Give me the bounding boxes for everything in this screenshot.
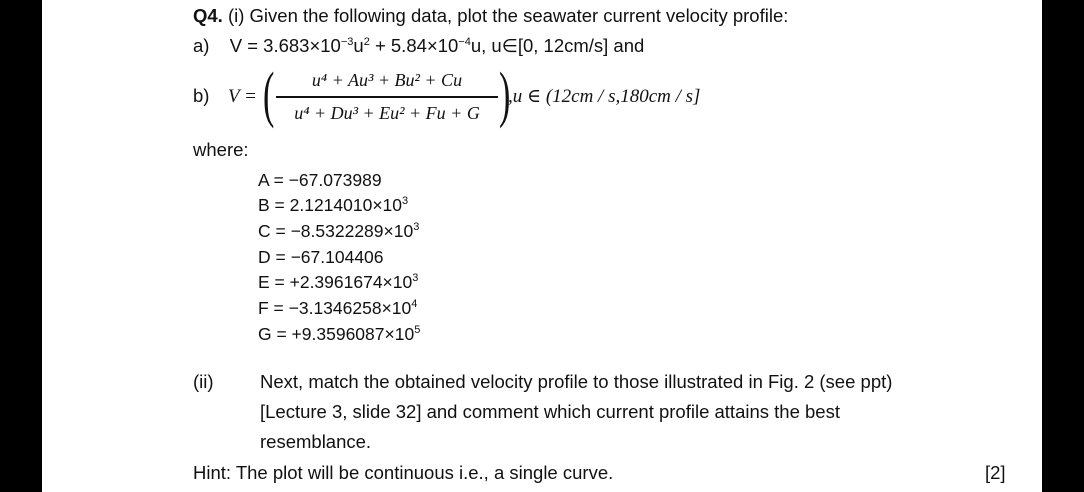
equation-a-exp-3: −4: [458, 36, 471, 48]
equation-b-fraction: [276, 71, 498, 122]
where-label: where:: [193, 139, 249, 160]
right-parenthesis: ): [499, 61, 511, 129]
question-number: Q4.: [193, 5, 223, 26]
marks: [2]: [985, 462, 1006, 483]
left-parenthesis: (: [263, 61, 275, 129]
constant-exp: 4: [411, 298, 418, 310]
constant-C: [258, 223, 419, 241]
equation-a: [193, 37, 644, 56]
constant-exp: 3: [412, 272, 419, 284]
part-ii-label: (ii): [193, 371, 214, 392]
constant-F: [258, 300, 417, 318]
constant-A: [258, 172, 382, 190]
hint-text: Hint: The plot will be continuous i.e., a single curve.: [193, 462, 614, 483]
equation-b-domain: ,u ∈ (12cm / s,180cm / s]: [508, 86, 701, 107]
part-ii-line-1: Next, match the obtained velocity profile to those illustrated in Fig. 2 (see ppt): [260, 371, 893, 392]
equation-b-lhs: V =: [228, 86, 257, 107]
equation-b-denominator: u⁴ + Du³ + Eu² + Fu + G: [294, 102, 480, 123]
equation-a-exp-1: −3: [340, 36, 354, 48]
part-i-intro: (i) Given the following data, plot the seawater current velocity profile:: [227, 5, 789, 26]
equation-b-label: b): [193, 85, 210, 106]
constant-text: D = −67.104406: [258, 247, 384, 267]
constant-text: E = +2.3961674×10: [258, 272, 413, 292]
constant-exp: 3: [413, 221, 420, 233]
constant-E: [258, 274, 418, 292]
equation-a-label: a): [193, 35, 210, 56]
constant-exp: 3: [402, 195, 409, 207]
constant-D: [258, 249, 384, 267]
equation-a-exp-2: 2: [363, 36, 370, 48]
constant-G: [258, 326, 420, 344]
constant-exp: 5: [414, 324, 421, 336]
constant-text: F = −3.1346258×10: [258, 298, 412, 318]
equation-a-term-1: V = 3.683×10: [229, 35, 341, 56]
equation-b-numerator: u⁴ + Au³ + Bu² + Cu: [311, 70, 463, 90]
question-header: [193, 7, 788, 26]
part-ii-line-2: [Lecture 3, slide 32] and comment which current profile attains the best: [260, 401, 840, 422]
part-ii-line-3: resemblance.: [260, 431, 372, 452]
right-border-bar: [1042, 0, 1084, 492]
constant-text: G = +9.3596087×10: [258, 324, 415, 344]
constant-text: B = 2.1214010×10: [258, 195, 403, 215]
constant-text: C = −8.5322289×10: [258, 221, 414, 241]
left-border-bar: [0, 0, 42, 492]
equation-a-term-2: u: [353, 35, 364, 56]
equation-a-term-4: u, u∈[0, 12cm/s] and: [470, 35, 645, 56]
constant-B: [258, 197, 408, 215]
constant-text: A = −67.073989: [258, 170, 382, 190]
fraction-bar: [276, 96, 498, 98]
equation-a-term-3: + 5.84×10: [369, 35, 459, 56]
